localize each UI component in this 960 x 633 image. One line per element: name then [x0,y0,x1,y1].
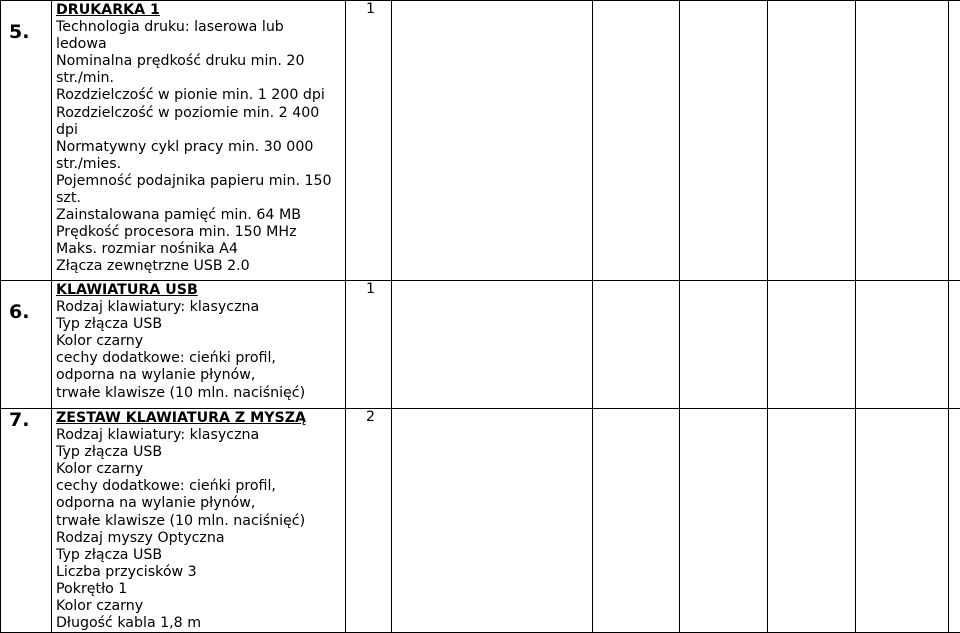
item-spec-line: Kolor czarny [56,461,345,478]
table-row [1,409,960,633]
item-spec-line: trwałe klawisze (10 mln. naciśnięć) [56,385,345,402]
empty-cell [680,409,768,633]
empty-cell [949,409,960,633]
empty-cell [392,409,593,633]
item-spec-line: Typ złącza USB [56,547,345,564]
empty-cell [593,1,680,281]
empty-cell [768,1,856,281]
item-spec-line: Liczba przycisków 3 [56,564,345,581]
item-spec-line: Długość kabla 1,8 m [56,615,345,632]
item-spec-line: dpi [56,122,345,139]
item-spec-line: Rodzaj klawiatury: klasyczna [56,427,345,444]
item-spec-line: Prędkość procesora min. 150 MHz [56,224,345,241]
item-description [52,281,346,409]
item-spec-line: Rodzaj klawiatury: klasyczna [56,299,345,316]
item-spec-line: str./mies. [56,156,345,173]
empty-cell [949,1,960,281]
item-spec-line: szt. [56,190,345,207]
item-spec-line: Pokrętło 1 [56,581,345,598]
quantity-value: 1 [354,281,391,298]
empty-cell [856,1,949,281]
empty-cell [856,409,949,633]
empty-cell [949,281,960,409]
item-spec-line: odporna na wylanie płynów, [56,495,345,512]
item-spec-line: Pojemność podajnika papieru min. 150 [56,173,345,190]
empty-cell [768,281,856,409]
item-spec-line: str./min. [56,70,345,87]
empty-cell [680,1,768,281]
row-number: 7. [1,409,52,633]
item-quantity [346,281,392,409]
item-spec-line: Typ złącza USB [56,316,345,333]
item-spec-line: trwałe klawisze (10 mln. naciśnięć) [56,513,345,530]
item-quantity [346,409,392,633]
item-spec-line: ledowa [56,36,345,53]
item-spec-line: Technologia druku: laserowa lub [56,19,345,36]
quantity-value: 2 [354,409,391,426]
table-row [1,281,960,409]
item-description [52,409,346,633]
item-title: ZESTAW KLAWIATURA Z MYSZĄ [56,410,345,427]
item-spec-line: cechy dodatkowe: cieńki profil, [56,350,345,367]
item-title: DRUKARKA 1 [56,2,345,19]
row-number: 6. [1,281,52,409]
item-spec-line: Normatywny cykl pracy min. 30 000 [56,139,345,156]
empty-cell [593,409,680,633]
empty-cell [593,281,680,409]
item-spec-line: odporna na wylanie płynów, [56,367,345,384]
item-spec-line: cechy dodatkowe: cieńki profil, [56,478,345,495]
item-spec-line: Kolor czarny [56,333,345,350]
item-spec-line: Rozdzielczość w poziomie min. 2 400 [56,105,345,122]
item-spec-line: Rodzaj myszy Optyczna [56,530,345,547]
item-spec-line: Maks. rozmiar nośnika A4 [56,241,345,258]
empty-cell [856,281,949,409]
item-spec-line: Zainstalowana pamięć min. 64 MB [56,207,345,224]
item-spec-line: Nominalna prędkość druku min. 20 [56,53,345,70]
item-spec-line: Kolor czarny [56,598,345,615]
item-description [52,1,346,281]
quantity-value: 1 [354,1,391,18]
table-row [1,1,960,281]
item-title: KLAWIATURA USB [56,282,345,299]
item-quantity [346,1,392,281]
empty-cell [768,409,856,633]
empty-cell [680,281,768,409]
item-spec-line: Typ złącza USB [56,444,345,461]
item-spec-line: Złącza zewnętrzne USB 2.0 [56,258,345,275]
empty-cell [392,281,593,409]
row-number: 5. [1,1,52,281]
empty-cell [392,1,593,281]
item-spec-line: Rozdzielczość w pionie min. 1 200 dpi [56,87,345,104]
